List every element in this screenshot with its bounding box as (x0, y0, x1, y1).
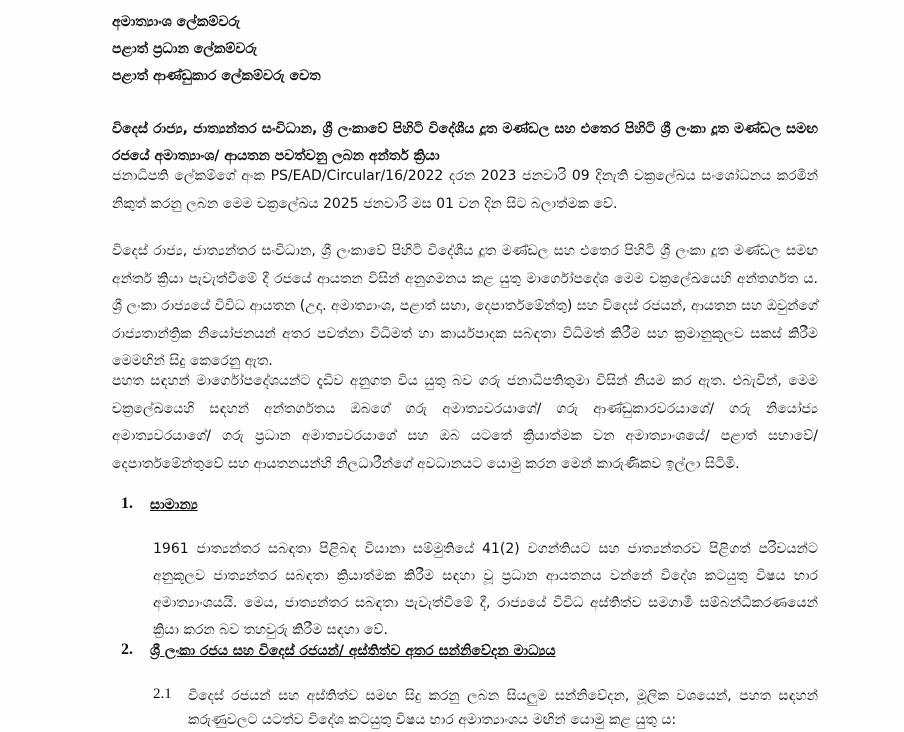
subject: විදෙස් රාජ්‍ය, ජාත්‍යන්තර සංවිධාන, ශ්‍රී ලංකාවේ පිහිටි විදේශීය දූත මණ්ඩල සහ එතෙර පිහිටි ශ්‍රී ලංකා දූත මණ්ඩල සමඟ රජයේ අමාත්‍යාංශ/ ආයතන පවත්වනු ලබන අන්තර් ක්‍රියා (112, 121, 818, 164)
section-body: 1961 ජාත්‍යන්තර සබඳතා පිළිබඳ වියානා සම්මුතියේ 41(2) වගන්තියට සහ ජාත්‍යන්තරව පිළිගත් පරිචයන්ට අනුකූලව ජාත්‍යන්තර සබඳතා ක්‍රියාත්මක කිරීම සඳහා වූ ප්‍රධාන ආයතනය වන්නේ විදේශ කටයුතු විෂය භාර අමාත්‍යාංශයයි. මෙය, ජාත්‍යන්තර සබඳතා පැවැත්වීමේ දී, රාජ්‍යයේ විවිධ අස්තිත්ව සමගාමී සම්බන්ධීකරණයෙන් ක්‍රියා කරන බව තහවුරු කිරීම සඳහා වේ. (153, 541, 818, 638)
paragraph: ජනාධිපති ලේකම්ගේ අංක PS/EAD/Circular/16/2022 දරන 2023 ජනවාරි 09 දිනැති චක්‍රලේඛය සංශෝධනය කරමින් නිකුත් කරනු ලබන මෙම චක්‍රලේඛය 2025 ජනවාරි මස 01 වන දින සිට බලාත්මක වේ. (112, 168, 818, 212)
recipient-line: අමාත්‍යාංශ ලේකම්වරු (112, 14, 241, 30)
paragraph: පහත සඳහන් මාර්ගෝපදේශයන්ට දැඩිව අනුගත විය යුතු බව ගරු ජනාධිපතිතුමා විසින් නියම කර ඇත. එබැවින්, මෙම චක්‍රලේඛයෙහි සඳහන් අන්තර්ගතය ඔබගේ ගරු අමාත්‍යවරයාගේ/ ගරු ආණ්ඩුකාරවරයාගේ/ ගරු නියෝජ්‍ය අමාත්‍යවරයාගේ/ ගරු ප්‍රධාන අමාත්‍යවරයාගේ සහ ඔබ යටතේ ක්‍රියාත්මක වන අමාත්‍යාංශයේ/ පළාත් සභාවේ/ දෙපාර්තමේන්තුවේ සහ ආයතනයන්හි නිලධාරීන්ගේ අවධානයට යොමු කරන මෙන් කාරුණිකව ඉල්ලා සිටිමි. (112, 373, 818, 472)
section-number: 2. (121, 641, 133, 658)
subsection-text: විදෙස් රජයන් සහ අස්තිත්ව සමඟ සිදු කරනු ලබන සියලුම සන්නිවේදන, මූලික වශයෙන්, පහත සඳහන් කරුණුවලට යටත්ව විදේශ කටයුතු විෂය භාර අමාත්‍යාංශය මඟින් යොමු කළ යුතු ය: (188, 688, 818, 728)
paragraph: විදෙස් රාජ්‍ය, ජාත්‍යන්තර සංවිධාන, ශ්‍රී ලංකාවේ පිහිටි විදේශීය දූත මණ්ඩල සහ එතෙර පිහිටි ශ්‍රී ලංකා දූත මණ්ඩල සමඟ අන්තර් ක්‍රියා පැවැත්වීමේ දී රජයේ ආයතන විසින් අනුගමනය කළ යුතු මාර්ගෝපදේශ මෙම චක්‍රලේඛයෙහි අන්තර්ගත ය. ශ්‍රී ලංකා රාජ්‍යයේ විවිධ ආයතන (උදා. අමාත්‍යාංශ, පළාත් සභා, දෙපාර්තමේන්තු) සහ විදෙස් රජයන්, ආයතන සහ ඔවුන්ගේ රාජ්‍යතාන්ත්‍රික නියෝජනයන් අතර පවත්නා විධිමත් හා කාර්යපාදක සබඳතා විධිමත් කිරීම සහ ක්‍රමානුකූලව සකස් කිරීම මෙමඟින් සිදු කෙරෙනු ඇත. (112, 243, 819, 369)
section-title: සාමාන්‍ය (150, 497, 198, 513)
subsection-number: 2.1 (153, 686, 172, 702)
recipient-line: පළාත් ප්‍රධාන ලේකම්වරු (112, 41, 258, 57)
recipient-line: පළාත් ආණ්ඩුකාර ලේකම්වරු වෙත (112, 68, 321, 84)
section-title: ශ්‍රී ලංකා රජය සහ විදෙස් රජයන්/ අස්තිත්ව අතර සන්නිවේදන මාධ්‍යය (150, 643, 556, 659)
section-number: 1. (121, 495, 133, 512)
